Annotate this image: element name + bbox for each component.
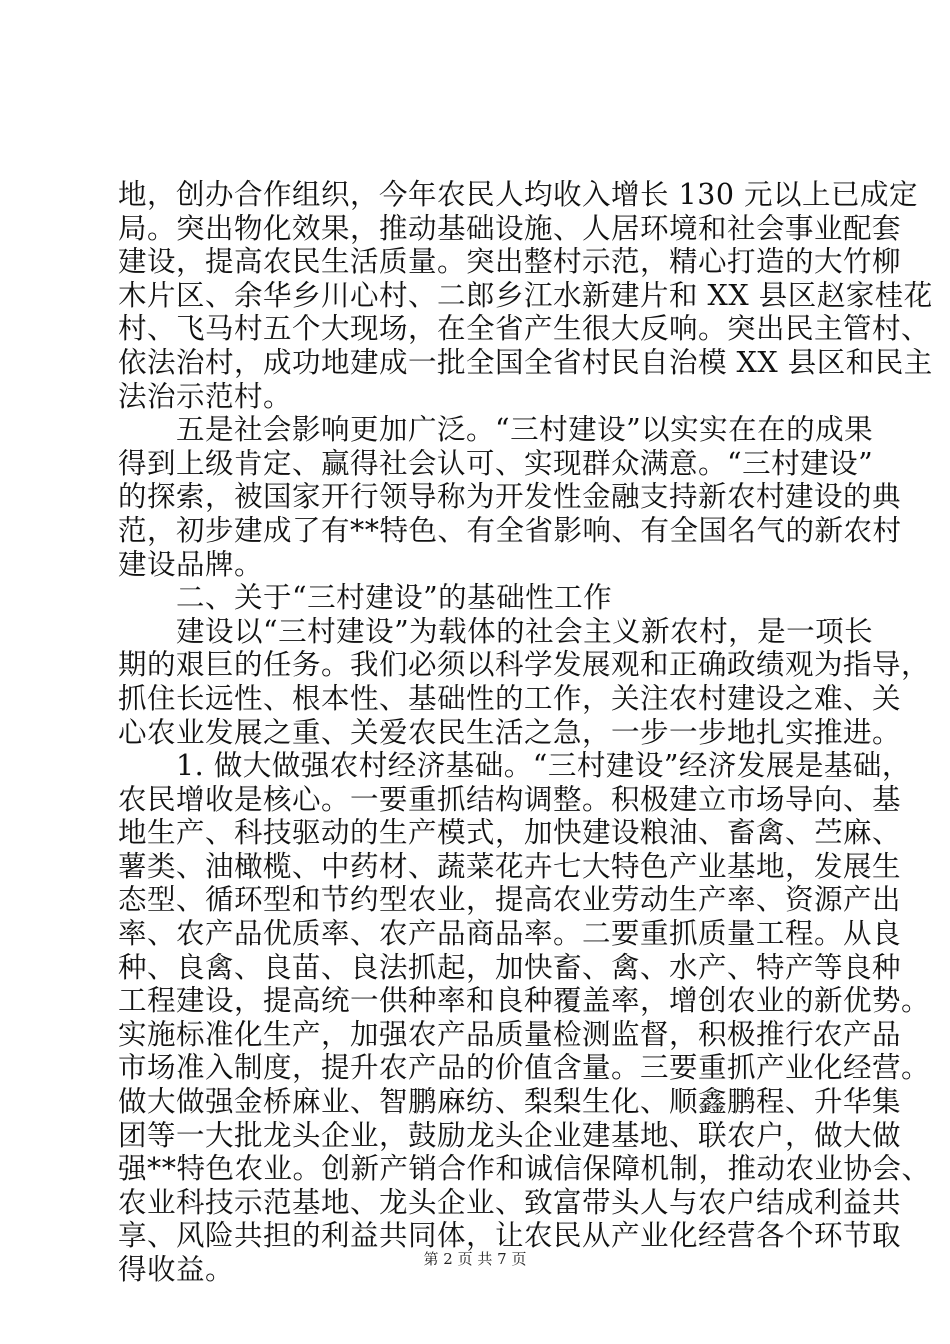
text-line: 做大做强金桥麻业、智鹏麻纺、梨梨生化、顺鑫鹏程、升华集 xyxy=(118,1085,902,1119)
body-text xyxy=(118,178,933,1287)
text-line: 心农业发展之重、关爱农民生活之急，一步一步地扎实推进。 xyxy=(118,715,902,749)
text-line: 依法治村，成功地建成一批全国全省村民自治模 XX 县区和民主 xyxy=(118,345,933,379)
text-line: 五是社会影响更加广泛。“三村建设”以实实在在的成果 xyxy=(118,413,874,447)
text-line: 享、风险共担的利益共同体，让农民从产业化经营各个环节取 xyxy=(118,1219,902,1253)
text-line: 率、农产品优质率、农产品商品率。二要重抓质量工程。从良 xyxy=(118,917,902,951)
text-line: 期的艰巨的任务。我们必须以科学发展观和正确政绩观为指导， xyxy=(118,648,931,682)
text-line: 强**特色农业。创新产销合作和诚信保障机制，推动农业协会、 xyxy=(118,1152,931,1186)
text-line: 法治示范村。 xyxy=(118,379,293,413)
section-heading: 二、关于“三村建设”的基础性工作 xyxy=(118,581,613,615)
text-line: 团等一大批龙头企业，鼓励龙头企业建基地、联农户，做大做 xyxy=(118,1118,902,1152)
text-line: 范，初步建成了有**特色、有全省影响、有全国名气的新农村 xyxy=(118,513,902,547)
text-line: 地生产、科技驱动的生产模式，加快建设粮油、畜禽、苎麻、 xyxy=(118,816,902,850)
text-line: 种、良禽、良苗、良法抓起，加快畜、禽、水产、特产等良种 xyxy=(118,950,902,984)
text-line: 实施标准化生产，加强农产品质量检测监督，积极推行农产品 xyxy=(118,1017,902,1051)
text-line: 的探索，被国家开行领导称为开发性金融支持新农村建设的典 xyxy=(118,480,902,514)
text-line: 工程建设，提高统一供种率和良种覆盖率，增创农业的新优势。 xyxy=(118,984,931,1018)
text-line: 建设品牌。 xyxy=(118,547,264,581)
text-line: 地，创办合作组织，今年农民人均收入增长 130 元以上已成定 xyxy=(118,178,919,211)
text-line: 村、飞马村五个大现场，在全省产生很大反响。突出民主管村、 xyxy=(118,312,931,346)
text-line: 抓住长远性、根本性、基础性的工作，关注农村建设之难、关 xyxy=(118,681,902,715)
text-line: 态型、循环型和节约型农业，提高农业劳动生产率、资源产出 xyxy=(118,883,902,917)
text-line: 农民增收是核心。一要重抓结构调整。积极建立市场导向、基 xyxy=(118,782,902,816)
text-line: 市场准入制度，提升农产品的价值含量。三要重抓产业化经营。 xyxy=(118,1051,931,1085)
page-number-footer: 第 2 页 共 7 页 xyxy=(423,1250,527,1268)
text-line: 得收益。 xyxy=(118,1253,235,1286)
text-line: 局。突出物化效果，推动基础设施、人居环境和社会事业配套 xyxy=(118,211,902,245)
text-line: 农业科技示范基地、龙头企业、致富带头人与农户结成利益共 xyxy=(118,1185,902,1219)
text-line: 1. 做大做强农村经济基础。“三村建设”经济发展是基础， xyxy=(118,749,911,783)
text-line: 木片区、余华乡川心村、二郎乡江水新建片和 XX 县区赵家桂花 xyxy=(118,278,933,312)
text-line: 建设，提高农民生活质量。突出整村示范，精心打造的大竹柳 xyxy=(118,245,902,279)
text-line: 得到上级肯定、赢得社会认可、实现群众满意。“三村建设” xyxy=(118,446,874,480)
text-line: 薯类、油橄榄、中药材、蔬菜花卉七大特色产业基地，发展生 xyxy=(118,849,902,883)
text-line: 建设以“三村建设”为载体的社会主义新农村，是一项长 xyxy=(118,614,874,648)
